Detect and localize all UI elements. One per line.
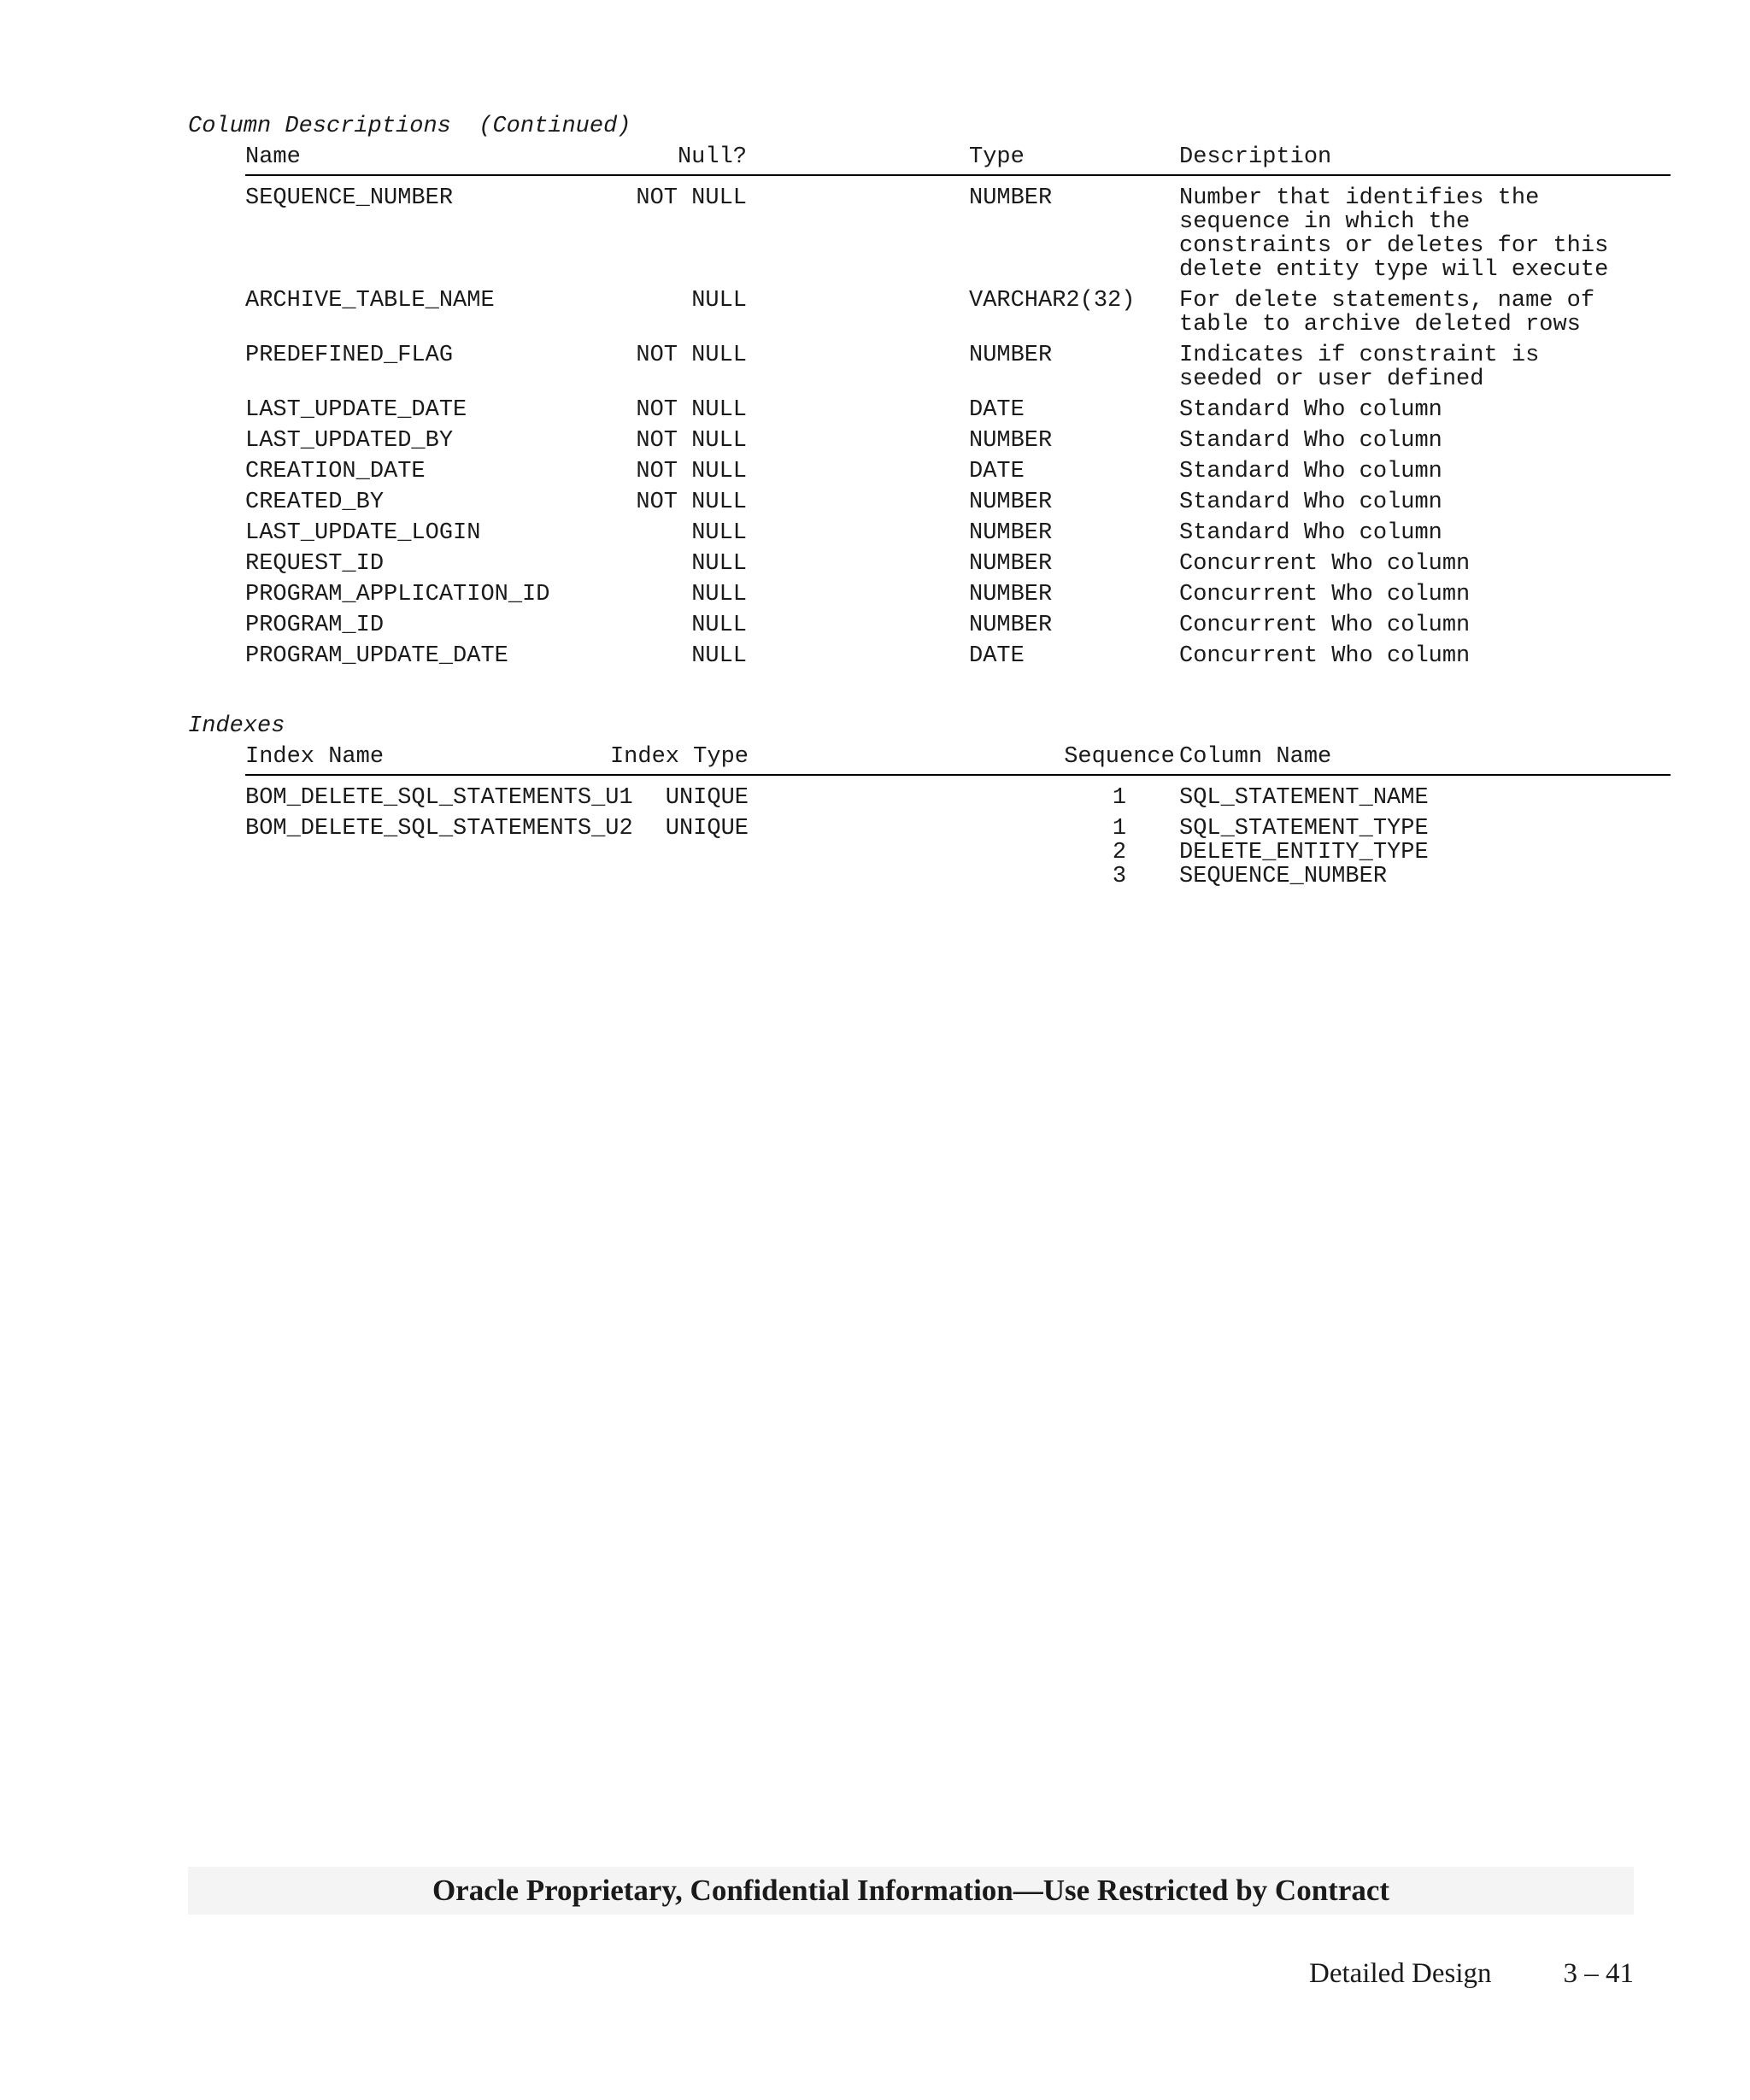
cell-type: DATE [969, 397, 1025, 423]
table-row [245, 786, 1671, 810]
cell-type: VARCHAR2(32) [969, 288, 1136, 314]
column-value: SEQUENCE_NUMBER [1179, 864, 1388, 889]
column-descriptions-table [245, 145, 1671, 668]
indexes-rows [245, 786, 1671, 889]
cell-type: NUMBER [969, 551, 1053, 577]
cell-description [1179, 521, 1666, 545]
header-name: Name [245, 144, 301, 170]
column-value: SQL_STATEMENT_TYPE [1179, 816, 1429, 842]
cell-name: PREDEFINED_FLAG [245, 343, 454, 368]
description-line: Concurrent Who column [1179, 643, 1471, 669]
cell-type: DATE [969, 643, 1025, 669]
cell-null: NULL [691, 582, 747, 607]
table-row [245, 644, 1671, 668]
cell-name: PROGRAM_APPLICATION_ID [245, 582, 550, 607]
header-index-type: Index Type [609, 744, 749, 770]
table-row [245, 552, 1671, 576]
description-line: sequence in which the [1179, 209, 1471, 235]
cell-null: NULL [691, 520, 747, 546]
cell-name: LAST_UPDATE_LOGIN [245, 520, 481, 546]
cell-name: PROGRAM_ID [245, 613, 385, 638]
description-line: delete entity type will execute [1179, 257, 1609, 283]
cell-null: NULL [691, 551, 747, 577]
cell-type: NUMBER [969, 582, 1053, 607]
sequence-value: 2 [1112, 840, 1127, 865]
indexes-table [245, 745, 1671, 889]
sequence-value: 1 [1112, 785, 1127, 811]
footer-section-title: Detailed Design [1309, 1958, 1492, 1989]
table-row [245, 613, 1671, 637]
cell-index-name: BOM_DELETE_SQL_STATEMENTS_U1 [245, 785, 633, 811]
cell-name: LAST_UPDATED_BY [245, 428, 454, 454]
cell-null: NOT NULL [636, 428, 747, 454]
cell-type: NUMBER [969, 520, 1053, 546]
cell-type: DATE [969, 459, 1025, 484]
cell-null: NULL [691, 288, 747, 314]
cell-description [1179, 613, 1666, 637]
cell-null: NOT NULL [636, 343, 747, 368]
cell-description [1179, 552, 1666, 576]
description-line: Indicates if constraint is [1179, 343, 1540, 368]
description-line: Concurrent Who column [1179, 582, 1471, 607]
table-row [245, 398, 1671, 422]
column-value: SQL_STATEMENT_NAME [1179, 785, 1429, 811]
table-row [245, 460, 1671, 484]
table-row [245, 343, 1671, 391]
header-index-name: Index Name [245, 744, 385, 770]
cell-name: PROGRAM_UPDATE_DATE [245, 643, 508, 669]
column-value: DELETE_ENTITY_TYPE [1179, 840, 1429, 865]
column-descriptions-title: Column Descriptions (Continued) [188, 114, 631, 139]
table-row [245, 429, 1671, 453]
sequence-value: 1 [1112, 816, 1127, 842]
cell-description [1179, 490, 1666, 514]
header-type: Type [969, 144, 1025, 170]
cell-type: NUMBER [969, 428, 1053, 454]
header-column-name: Column Name [1179, 744, 1332, 770]
description-line: constraints or deletes for this [1179, 233, 1609, 259]
cell-index-type: UNIQUE [665, 816, 749, 842]
cell-name: CREATION_DATE [245, 459, 426, 484]
cell-null: NULL [691, 613, 747, 638]
cell-description [1179, 186, 1666, 282]
description-line: Concurrent Who column [1179, 613, 1471, 638]
table-row [245, 289, 1671, 337]
sequence-value: 3 [1112, 864, 1127, 889]
cell-null: NOT NULL [636, 490, 747, 515]
cell-null: NOT NULL [636, 397, 747, 423]
cell-description [1179, 289, 1666, 337]
description-line: table to archive deleted rows [1179, 312, 1581, 337]
header-null: Null? [677, 144, 747, 170]
description-line: Number that identifies the [1179, 185, 1540, 211]
indexes-title: Indexes [188, 713, 285, 739]
confidential-notice: Oracle Proprietary, Confidential Information––Use Restricted by Contract [432, 1874, 1390, 1907]
cell-description [1179, 398, 1666, 422]
cell-column-name [1179, 786, 1429, 810]
description-line: Standard Who column [1179, 459, 1442, 484]
cell-name: ARCHIVE_TABLE_NAME [245, 288, 495, 314]
cell-name: SEQUENCE_NUMBER [245, 185, 454, 211]
table-row [245, 817, 1671, 889]
cell-description [1179, 460, 1666, 484]
description-line: Standard Who column [1179, 490, 1442, 515]
cell-type: NUMBER [969, 185, 1053, 211]
description-line: Concurrent Who column [1179, 551, 1471, 577]
description-line: seeded or user defined [1179, 367, 1484, 392]
cell-index-type: UNIQUE [665, 785, 749, 811]
cell-type: NUMBER [969, 613, 1053, 638]
table-row [245, 521, 1671, 545]
cell-null: NOT NULL [636, 459, 747, 484]
cell-index-name: BOM_DELETE_SQL_STATEMENTS_U2 [245, 816, 633, 842]
table-row [245, 490, 1671, 514]
table-row [245, 583, 1671, 607]
description-line: Standard Who column [1179, 428, 1442, 454]
cell-description [1179, 343, 1666, 391]
page-number: 3 – 41 [1563, 1958, 1634, 1989]
cell-description [1179, 429, 1666, 453]
header-sequence: Sequence [1064, 744, 1175, 770]
cell-name: LAST_UPDATE_DATE [245, 397, 467, 423]
cell-null: NULL [691, 643, 747, 669]
cell-type: NUMBER [969, 490, 1053, 515]
cell-description [1179, 644, 1666, 668]
cell-description [1179, 583, 1666, 607]
indexes-header [245, 745, 1671, 776]
table-row [245, 186, 1671, 282]
cell-null: NOT NULL [636, 185, 747, 211]
cell-column-name [1179, 817, 1429, 889]
description-line: Standard Who column [1179, 520, 1442, 546]
column-descriptions-header [245, 145, 1671, 176]
description-line: For delete statements, name of [1179, 288, 1595, 314]
cell-sequence [1055, 817, 1183, 889]
header-description: Description [1179, 144, 1332, 170]
confidential-notice-bar [188, 1867, 1634, 1915]
column-descriptions-rows [245, 186, 1671, 668]
cell-type: NUMBER [969, 343, 1053, 368]
cell-sequence [1055, 786, 1183, 810]
description-line: Standard Who column [1179, 397, 1442, 423]
cell-name: REQUEST_ID [245, 551, 385, 577]
cell-name: CREATED_BY [245, 490, 385, 515]
